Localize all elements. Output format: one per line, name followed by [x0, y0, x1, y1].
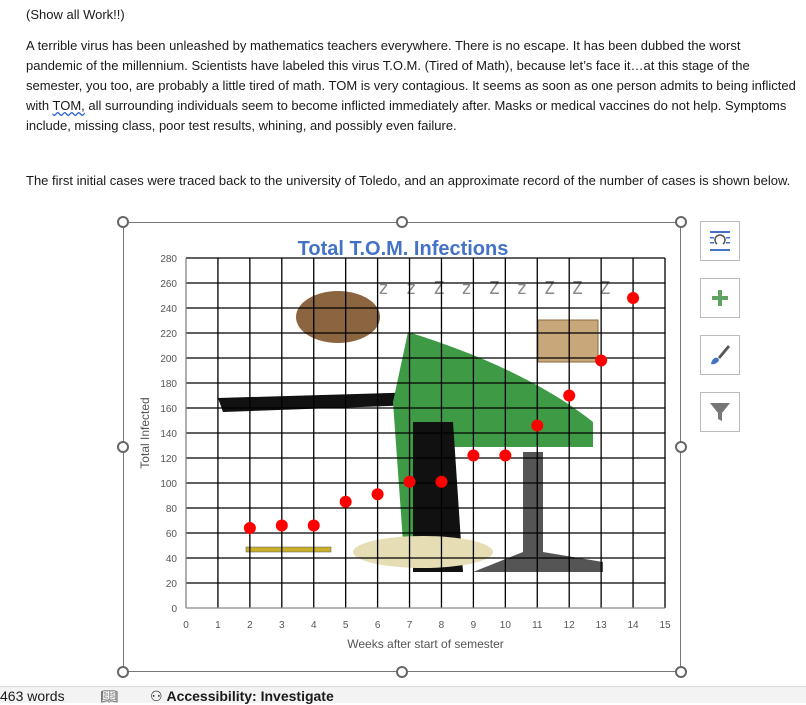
layout-options-button[interactable]: [700, 221, 740, 261]
x-tick-label: 7: [406, 620, 413, 631]
data-point: [595, 355, 607, 367]
y-tick-label: 240: [160, 304, 177, 315]
x-tick-label: 14: [627, 620, 639, 631]
data-point: [308, 520, 320, 532]
resize-handle[interactable]: [675, 441, 687, 453]
y-tick-label: 60: [165, 529, 177, 540]
resize-handle[interactable]: [117, 441, 129, 453]
heading-text: (Show all Work!!): [26, 7, 125, 22]
data-point: [531, 420, 543, 432]
x-tick-label: 15: [659, 620, 671, 631]
accessibility-status[interactable]: [150, 688, 334, 705]
data-point: [499, 450, 511, 462]
y-axis-title: Total Infected: [138, 397, 152, 469]
resize-handle[interactable]: [675, 666, 687, 678]
y-tick-label: 200: [160, 354, 177, 365]
x-tick-label: 10: [499, 620, 511, 631]
y-tick-label: 220: [160, 329, 177, 340]
x-axis-title: Weeks after start of semester: [347, 637, 504, 651]
y-tick-label: 20: [165, 579, 177, 590]
y-tick-label: 120: [160, 454, 177, 465]
data-point: [276, 520, 288, 532]
illustration-shoes: [353, 536, 493, 568]
y-tick-label: 180: [160, 379, 177, 390]
chart[interactable]: [123, 222, 681, 672]
data-point: [372, 488, 384, 500]
data-point: [340, 496, 352, 508]
x-tick-label: 6: [374, 620, 381, 631]
resize-handle[interactable]: [396, 666, 408, 678]
y-tick-label: 140: [160, 429, 177, 440]
data-point: [563, 390, 575, 402]
y-tick-label: 80: [165, 504, 177, 515]
chart-styles-icon: [708, 343, 732, 367]
x-tick-label: 1: [215, 620, 221, 631]
chart-elements-icon: [710, 288, 730, 308]
x-tick-label: 0: [183, 620, 189, 631]
chart-filters-icon: [708, 400, 732, 424]
x-tick-label: 5: [342, 620, 349, 631]
layout-options-icon: [708, 230, 732, 252]
y-tick-label: 40: [165, 554, 177, 565]
resize-handle[interactable]: [117, 666, 129, 678]
data-point: [627, 292, 639, 304]
x-tick-label: 13: [595, 620, 607, 631]
y-tick-label: 260: [160, 279, 177, 290]
status-bar: [0, 686, 806, 703]
illustration-zzz: z z Z z Z z Z Z Z: [378, 278, 614, 299]
word-count[interactable]: 463 words: [0, 688, 65, 704]
resize-handle[interactable]: [396, 216, 408, 228]
spelling-flag[interactable]: TOM,: [52, 98, 85, 113]
y-tick-label: 100: [160, 479, 177, 490]
illustration-hair: [296, 291, 380, 343]
data-point: [467, 450, 479, 462]
chart-elements-button[interactable]: [700, 278, 740, 318]
x-tick-label: 3: [279, 620, 285, 631]
chart-styles-button[interactable]: [700, 335, 740, 375]
y-tick-label: 0: [171, 604, 177, 615]
paragraph-text: A terrible virus has been unleashed by mathematics teachers everywhere. There is no escape. It has been dubbed the worst pandemic of the millennium. Scientists have labeled this virus T.O.M. (Tired of Math), because let’s face it…at this stage of the semester, you too, are probably a little tired of math. TOM is very contagious. It seems as soon as one person admits to being inflicted with: [26, 38, 796, 113]
x-tick-label: 12: [563, 620, 575, 631]
x-tick-label: 4: [310, 620, 317, 631]
illustration-chair-base: [473, 452, 603, 572]
paragraph-intro: [26, 36, 796, 136]
x-tick-label: 9: [470, 620, 477, 631]
accessibility-label: Accessibility: Investigate: [166, 688, 334, 704]
x-tick-label: 8: [438, 620, 445, 631]
accessibility-icon: ⚇: [150, 688, 167, 704]
proofing-icon[interactable]: 📖︎: [100, 688, 118, 704]
data-point: [404, 476, 416, 488]
paragraph-text: all surrounding individuals seem to become inflicted immediately after. Masks or medical vaccines do not help. Symptoms include, missing class, poor test results, whining, and possibly even failure.: [26, 98, 787, 133]
y-tick-label: 280: [160, 254, 177, 265]
x-tick-label: 11: [532, 620, 543, 631]
data-point: [244, 522, 256, 534]
resize-handle[interactable]: [117, 216, 129, 228]
x-tick-label: 2: [247, 620, 253, 631]
y-tick-label: 160: [160, 404, 177, 415]
resize-handle[interactable]: [675, 216, 687, 228]
chart-filters-button[interactable]: [700, 392, 740, 432]
paragraph-cases: The first initial cases were traced back to the university of Toledo, and an approximate record of the number of cases is shown below.: [26, 173, 791, 188]
data-point: [435, 476, 447, 488]
illustration-pencil: [246, 547, 331, 552]
illustration-chair-back: [538, 320, 598, 362]
chart-title: Total T.O.M. Infections: [297, 238, 509, 260]
